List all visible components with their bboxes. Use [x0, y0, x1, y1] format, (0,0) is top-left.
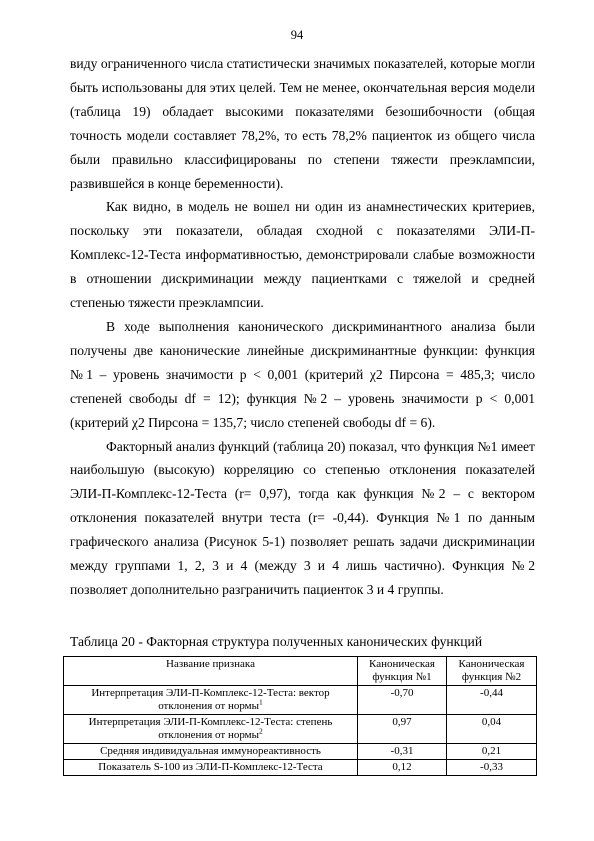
row-feature-name	[64, 715, 358, 744]
row-function-1-value: 0,12	[358, 760, 447, 776]
table-row	[64, 715, 537, 744]
factor-structure-table	[63, 656, 537, 776]
header-feature-name: Название признака	[64, 657, 358, 686]
row-function-2-value: -0,33	[447, 760, 537, 776]
row-function-2-value: 0,21	[447, 744, 537, 760]
paragraph-anamnestic: Как видно, в модель не вошел ни один из анамнестических критериев, поскольку эти показатели, обладая сходной с показателями ЭЛИ-П-Комплекс-12-Теста информативностью, демонстрировали слабые возможности в отношении дискриминации между пациентками с тяжелой и средней степенью тяжести преэклампсии.	[70, 199, 535, 311]
footnote-marker: 1	[259, 697, 263, 707]
row-function-2-value: 0,04	[447, 715, 537, 744]
row-feature-name	[64, 744, 358, 760]
table-header-row	[64, 657, 537, 686]
table-row	[64, 744, 537, 760]
paragraph-continuation: виду ограниченного числа статистически значимых показателей, которые могли быть использованы для этих целей. Тем не менее, окончательная версия модели (таблица 19) обладает высокими показателями безошибочности (общая точность модели составляет 78,2%, то есть 78,2% пациенток из общего числа были правильно классифицированы по степени тяжести преэклампсии, развившейся в конце беременности).	[70, 56, 535, 191]
row-feature-name	[64, 760, 358, 776]
row-function-1-value: -0,70	[358, 686, 447, 715]
feature-name-text: Интерпретация ЭЛИ-П-Комплекс-12-Теста: вектор отклонения от нормы	[91, 687, 330, 712]
paragraph-canonical-analysis: В ходе выполнения канонического дискриминантного анализа были получены две канонические линейные дискриминантные функции: функция №1 – уровень значимости p < 0,001 (критерий χ2 Пирсона = 485,3; число степеней свободы df = 12); функция №2 – уровень значимости p < 0,001 (критерий χ2 Пирсона = 135,7; число степеней свободы df = 6).	[70, 318, 535, 430]
row-feature-name	[64, 686, 358, 715]
paragraph-factor-analysis: Факторный анализ функций (таблица 20) показал, что функция №1 имеет наибольшую (высокую) корреляцию со степенью отклонения показателей ЭЛИ-П-Комплекс-12-Теста (r= 0,97), тогда как функция №2 – с вектором отклонения показателей внутри теста (r= -0,44). Функция №1 по данным графического анализа (Рисунок 5-1) позволяет решать задачи дискриминации между группами 1, 2, 3 и 4 (между 3 и 4 лишь частично). Функция №2 позволяет дополнительно разграничить пациенток 3 и 4 группы.	[70, 438, 535, 597]
feature-name-text: Средняя индивидуальная иммунореактивность	[100, 745, 321, 757]
table-caption: Таблица 20 - Факторная структура полученных канонических функций	[70, 634, 483, 649]
footnote-marker: 2	[259, 726, 263, 736]
table-row	[64, 686, 537, 715]
row-function-2-value: -0,44	[447, 686, 537, 715]
row-function-1-value: 0,97	[358, 715, 447, 744]
row-function-1-value: -0,31	[358, 744, 447, 760]
header-function-2: Каноническая функция №2	[447, 657, 537, 686]
feature-name-text: Показатель S-100 из ЭЛИ-П-Комплекс-12-Теста	[98, 761, 323, 773]
header-function-1: Каноническая функция №1	[358, 657, 447, 686]
body-text	[70, 52, 535, 602]
feature-name-text: Интерпретация ЭЛИ-П-Комплекс-12-Теста: степень отклонения от нормы	[88, 716, 333, 741]
page-number: 94	[290, 28, 304, 42]
table-row	[64, 760, 537, 776]
